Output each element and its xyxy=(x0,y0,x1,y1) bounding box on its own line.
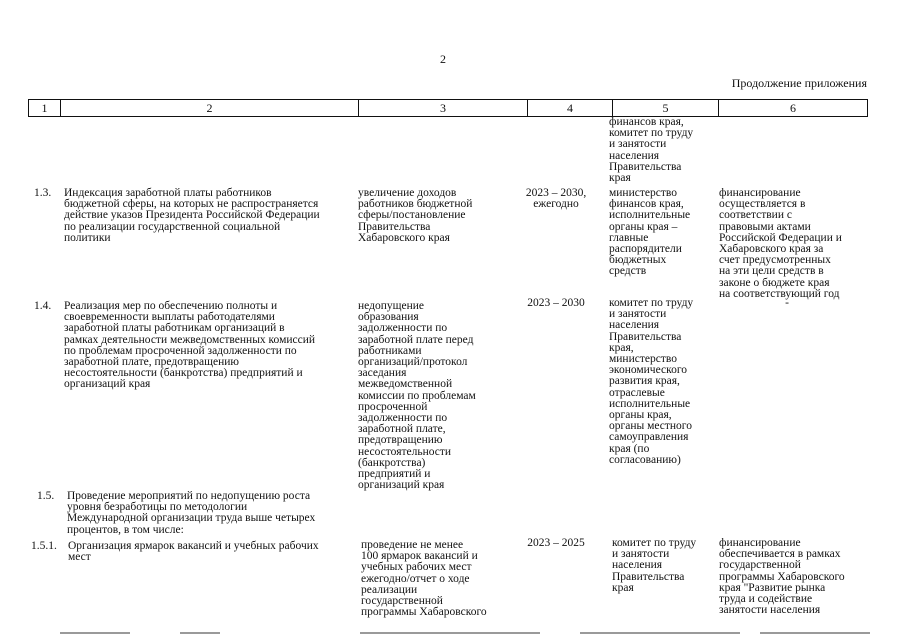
row-1-5-1-term: 2023 – 2025 xyxy=(527,537,585,549)
column-header-6: 6 xyxy=(719,100,868,117)
row-1-4-executor: комитет по труду и занятости населения Правительства края, министерство экономического развития края, отраслевые исполнительные органы края, органы местного самоуправления края (по согласованию) xyxy=(609,297,694,466)
row-1-4-financing: - xyxy=(785,297,789,309)
row-1-5-1-result: проведение не менее 100 ярмарок вакансий и учебных рабочих мест ежегодно/отчет о ходе реализации государственной программы Хабаровского xyxy=(361,539,487,619)
row-1-5-1-measure: Организация ярмарок вакансий и учебных рабочих мест xyxy=(68,540,319,564)
row-1-4-measure: Реализация мер по обеспечению полноты и своевременности выплаты работодателями заработной платы работникам организаций в рамках деятельности межведомственных комиссий по проблемам просроченной задолженности по заработной плате, предотвращению несостоятельности (банкротства) предприятий и организаций края xyxy=(64,300,316,391)
row-1-3-executor: министерство финансов края, исполнительные органы края – главные распорядители бюджетных средств xyxy=(609,187,691,278)
row-1-5-1-number: 1.5.1. xyxy=(31,540,57,552)
column-header-4: 4 xyxy=(528,100,613,117)
row-1-3-term: 2023 – 2030, ежегодно xyxy=(525,187,587,211)
row-1-5-1-financing: финансирование обеспечивается в рамках государственной программы Хабаровского края "Развитие рынка труда и содействие занятости населения xyxy=(719,537,845,617)
column-header-5: 5 xyxy=(613,100,719,117)
row-1-5-1-executor: комитет по труду и занятости населения Правительства края xyxy=(612,537,697,594)
continuation-label: Продолжение приложения xyxy=(731,76,867,90)
column-header-2: 2 xyxy=(61,100,359,117)
row-1-4-number: 1.4. xyxy=(34,300,52,312)
row-0-col-5: финансов края, комитет по труду и занятости населения Правительства края xyxy=(609,116,694,185)
row-1-3-number: 1.3. xyxy=(34,187,52,199)
page-number: 2 xyxy=(440,52,446,66)
column-header-table xyxy=(28,99,868,117)
column-header-3: 3 xyxy=(359,100,528,117)
row-1-3-result: увеличение доходов работников бюджетной сферы/постановление Правительства Хабаровского края xyxy=(358,187,473,244)
scan-edge-artifacts xyxy=(60,632,880,636)
row-1-4-term: 2023 – 2030 xyxy=(527,297,585,309)
row-1-5-measure: Проведение мероприятий по недопущению роста уровня безработицы по методологии Международной организации труда выше четырех процентов, в том числе: xyxy=(67,490,316,536)
row-1-5-number: 1.5. xyxy=(37,490,55,502)
row-1-4-result: недопущение образования задолженности по заработной плате перед работниками организаций/протокол заседания межведомственной комиссии по проблемам просроченной задолженности по заработной плате, предотвращению несостоятельности (банкротства) предприятий и организаций края xyxy=(358,300,476,492)
row-1-3-financing: финансирование осуществляется в соответствии с правовыми актами Российской Федерации и Хабаровского края за счет предусмотренных на эти цели средств в законе о бюджете края на соответствующий год xyxy=(719,187,842,300)
row-1-3-measure: Индексация заработной платы работников бюджетной сферы, на которых не распространяется действие указов Президента Российской Федерации по реализации государственной социальной политики xyxy=(64,187,320,244)
column-header-1: 1 xyxy=(29,100,61,117)
